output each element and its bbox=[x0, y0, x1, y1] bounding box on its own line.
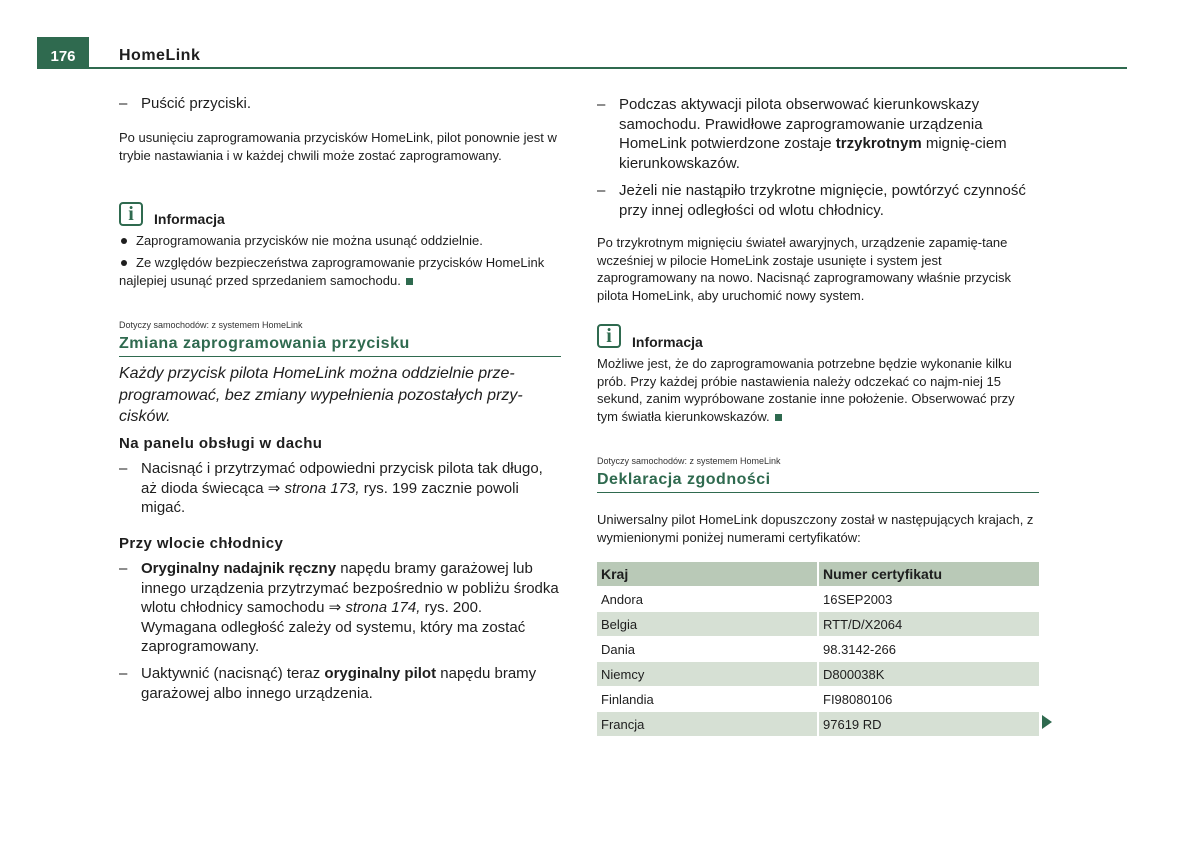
page-reference[interactable]: strona 173, bbox=[284, 479, 360, 497]
page-reference[interactable]: strona 174, bbox=[345, 599, 421, 616]
info-title: Informacja bbox=[154, 211, 225, 227]
page-number: 176 bbox=[37, 37, 89, 69]
table-row bbox=[597, 612, 1039, 637]
declaration-intro: Uniwersalny pilot HomeLink dopuszczony został w następujących krajach, z wymienionymi poniżej numerami certyfikatów: bbox=[597, 512, 1034, 545]
step-press-hold: – Nacisnąć i przytrzymać odpowiedni przycisk pilota tak długo, aż dioda świecąca ⇒ strona 173, rys. 199 zacznie powoli migać. bbox=[119, 460, 543, 516]
table-row bbox=[597, 687, 1039, 712]
table-row bbox=[597, 637, 1039, 662]
paragraph-after-flash: Po trzykrotnym mignięciu świateł awaryjnych, urządzenie zapamię-tane wcześniej w pilocie HomeLink zostaje usunięte i system jest zaprogramowany na nowo. Nacisnąć zaprogramowany właśnie przycisk pilota HomeLink, aby uruchomić nowy system. bbox=[597, 235, 1012, 303]
section-rule bbox=[597, 492, 1039, 493]
step-release-buttons: – Puścić przyciski. bbox=[119, 95, 252, 112]
table-row bbox=[597, 587, 1039, 612]
cell-country: Dania bbox=[597, 637, 818, 662]
cell-country: Francja bbox=[597, 712, 818, 737]
cell-country: Andora bbox=[597, 587, 818, 612]
step-observe-indicators: – Podczas aktywacji pilota obserwować kierunkowskazy samochodu. Prawidłowe zaprogramowanie urządzenia HomeLink potwierdzone zostaje trzykrotnym mignię-ciem kierunkowskazów. bbox=[597, 96, 1007, 172]
table-row bbox=[597, 712, 1039, 737]
cell-country: Finlandia bbox=[597, 687, 818, 712]
subheading-roof-panel: Na panelu obsługi w dachu bbox=[119, 435, 323, 452]
header-rule bbox=[37, 67, 1127, 69]
column-header-certificate: Numer certyfikatu bbox=[818, 562, 1039, 587]
section-rule bbox=[119, 356, 561, 357]
bullet-icon bbox=[121, 260, 127, 266]
cell-certificate: FI98080106 bbox=[818, 687, 1039, 712]
step-hold-transmitter: – Oryginalny nadajnik ręczny napędu bramy garażowej lub innego urządzenia przytrzymać bezpośrednio w pobliżu środka wlotu chłodnicy samochodu ⇒ strona 174, rys. 200. Wymagana odległość zależy od systemu, który ma zostać zaprogramowany. bbox=[119, 560, 559, 655]
column-header-country: Kraj bbox=[597, 562, 818, 587]
cell-certificate: 97619 RD bbox=[818, 712, 1039, 737]
section-intro: Każdy przycisk pilota HomeLink można oddzielnie prze-programować, bez zmiany wypełnienia pozostałych przy-cisków. bbox=[119, 365, 523, 425]
bullet-icon bbox=[121, 238, 127, 244]
table-row bbox=[597, 662, 1039, 687]
cell-certificate: 98.3142-266 bbox=[818, 637, 1039, 662]
end-mark-icon bbox=[406, 278, 413, 285]
info-icon: i bbox=[597, 324, 621, 348]
info-bullet: Zaprogramowania przycisków nie można usunąć oddzielnie. bbox=[119, 232, 561, 250]
cell-certificate: 16SEP2003 bbox=[818, 587, 1039, 612]
info-title: Informacja bbox=[632, 334, 703, 350]
subheading-radiator-inlet: Przy wlocie chłodnicy bbox=[119, 535, 284, 552]
cell-certificate: RTT/D/X2064 bbox=[818, 612, 1039, 637]
cell-country: Niemcy bbox=[597, 662, 818, 687]
running-header-title: HomeLink bbox=[119, 47, 201, 64]
section-title: Deklaracja zgodności bbox=[597, 471, 771, 488]
applicability-note: Dotyczy samochodów: z systemem HomeLink bbox=[597, 456, 781, 466]
end-mark-icon bbox=[775, 414, 782, 421]
cell-country: Belgia bbox=[597, 612, 818, 637]
section-title: Zmiana zaprogramowania przycisku bbox=[119, 335, 410, 352]
applicability-note: Dotyczy samochodów: z systemem HomeLink bbox=[119, 320, 303, 330]
info-bullet: Ze względów bezpieczeństwa zaprogramowanie przycisków HomeLink najlepiej usunąć przed sprzedaniem samochodu. bbox=[119, 255, 545, 288]
step-retry: – Jeżeli nie nastąpiło trzykrotne mignięcie, powtórzyć czynność przy innej odległości od wlotu chłodnicy. bbox=[597, 182, 1026, 219]
certificate-table bbox=[597, 562, 1039, 737]
info-text: Możliwe jest, że do zaprogramowania potrzebne będzie wykonanie kilku prób. Przy każdej próbie nastawienia należy odczekać co najm-niej 15 sekund, zanim wypróbowane zostanie inne położenie. Obserwować przy tym światła kierunkowskazów. bbox=[597, 356, 1015, 424]
next-page-arrow-icon[interactable] bbox=[1042, 715, 1052, 729]
step-activate-remote: – Uaktywnić (nacisnąć) teraz oryginalny pilot napędu bramy garażowej albo innego urządzenia. bbox=[119, 665, 537, 702]
cell-certificate: D800038K bbox=[818, 662, 1039, 687]
paragraph-after-clearing: Po usunięciu zaprogramowania przycisków HomeLink, pilot ponownie jest w trybie nastawiania i w każdej chwili może zostać zaprogramowany. bbox=[119, 130, 557, 163]
table-header-row bbox=[597, 562, 1039, 587]
info-icon: i bbox=[119, 202, 143, 226]
